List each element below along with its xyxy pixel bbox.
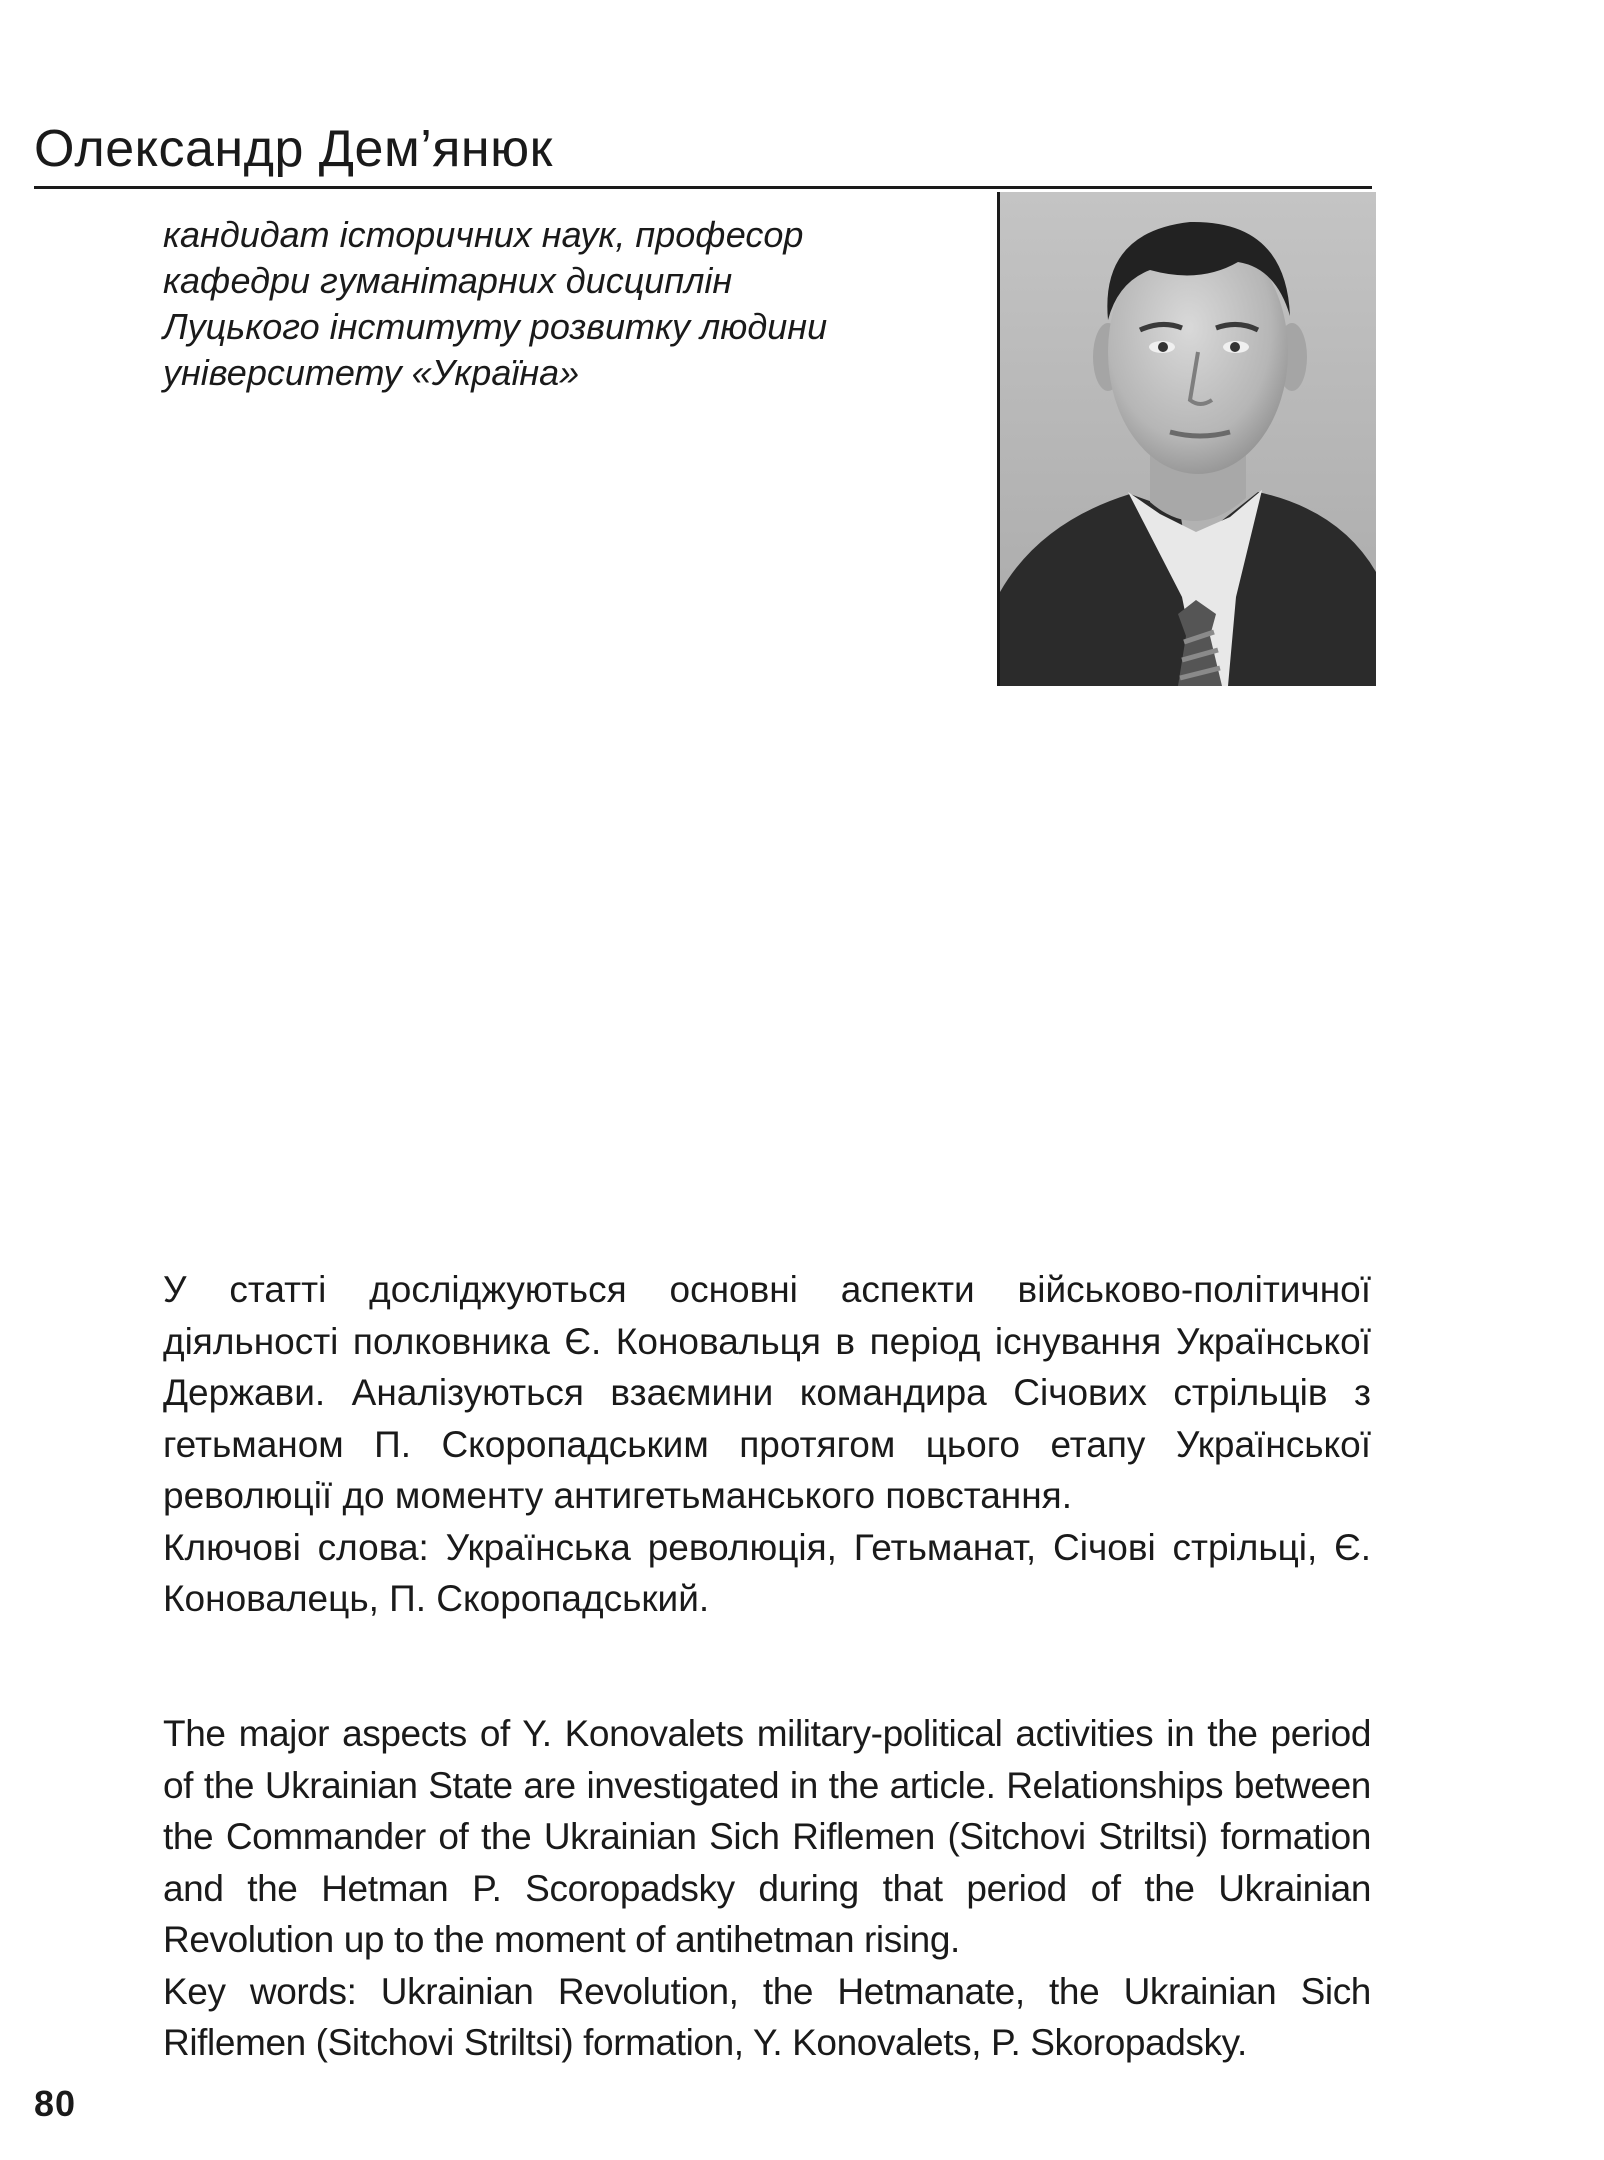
- abstract-keywords: Key words: Ukrainian Revolution, the Hetmanate, the Ukrainian Sich Riflemen (Sitchovi Striltsi) formation, Y. Konovalets, P. Skoropadsky.: [163, 1970, 1371, 2063]
- abstract-ukrainian: [163, 1264, 1371, 1625]
- title-divider: [34, 186, 1372, 189]
- abstract-text: У статті досліджуються основні аспекти військово-політичної діяльності полковника Є. Коновальця в період існування Української Держави. Аналізуються взаємини командира Січових стрільців з гетьманом П. Скоропадським протягом цього етапу Української революції до моменту антигетьманського повстання.: [163, 1269, 1371, 1516]
- affiliation-line: кандидат історичних наук, професор: [163, 214, 804, 255]
- abstract-keywords: Ключові слова: Українська революція, Гетьманат, Січові стрільці, Є. Коновалець, П. Скоропадський.: [163, 1526, 1371, 1619]
- author-affiliation: [163, 212, 983, 396]
- abstract-english: [163, 1708, 1371, 2069]
- affiliation-line: Луцького інституту розвитку людини: [163, 306, 828, 347]
- author-photo: [997, 192, 1376, 686]
- portrait-photo-icon: [1000, 192, 1376, 686]
- affiliation-line: кафедри гуманітарних дисциплін: [163, 260, 733, 301]
- affiliation-line: університету «Україна»: [163, 352, 580, 393]
- page-number: 80: [34, 2083, 77, 2124]
- abstract-text: The major aspects of Y. Konovalets military-political activities in the period of the Ukrainian State are investigated in the article. Relationships between the Commander of the Ukrainian Sich Riflemen (Sitchovi Striltsi) formation and the Hetman P. Scoropadsky during that period of the Ukrainian Revolution up to the moment of antihetman rising.: [163, 1713, 1371, 1960]
- author-name: Олександр Дем’янюк: [34, 120, 553, 178]
